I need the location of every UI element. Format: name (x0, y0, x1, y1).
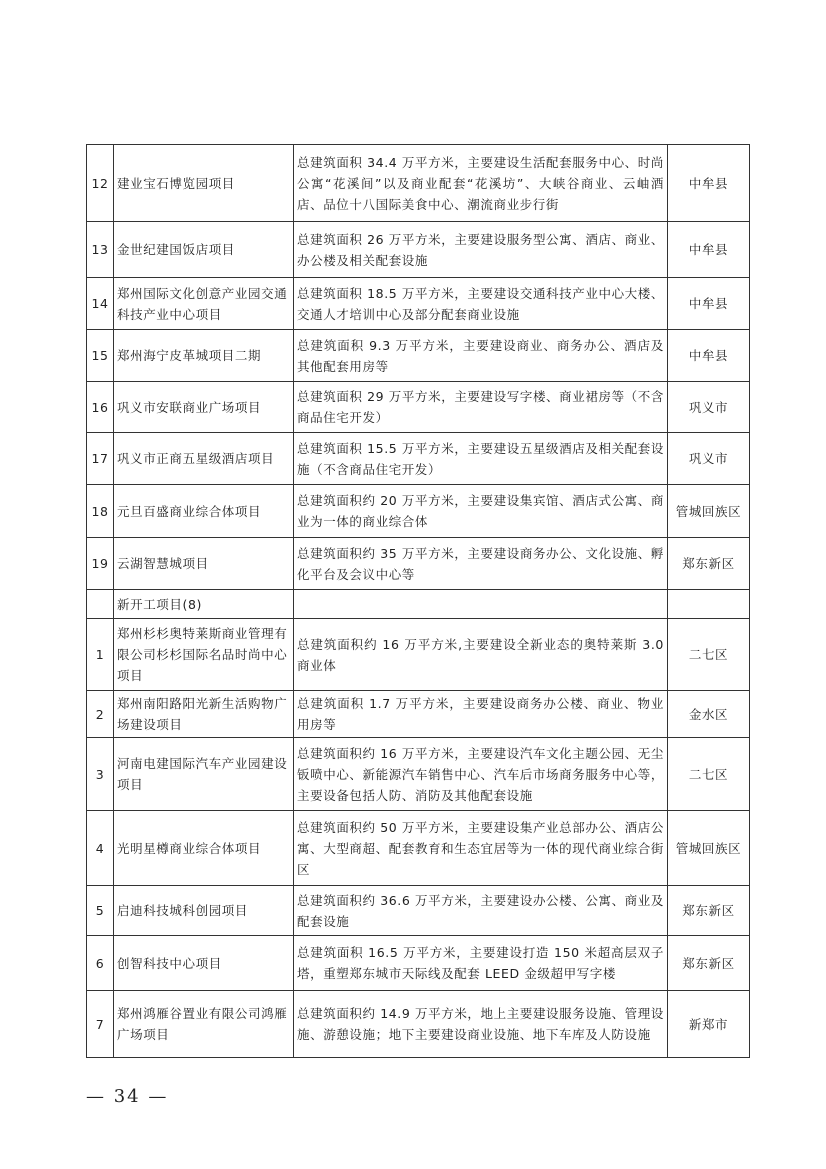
project-description: 总建筑面积约 36.6 万平方米，主要建设办公楼、公寓、商业及配套设施 (294, 886, 668, 936)
project-location: 金水区 (668, 691, 750, 738)
row-number: 17 (87, 433, 114, 485)
project-name: 启迪科技城科创园项目 (114, 886, 294, 936)
project-description: 总建筑面积约 16 万平方米，主要建设汽车文化主题公园、无尘钣喷中心、新能源汽车销售中心、汽车后市场商务服务中心等，主要设备包括人防、消防及其他配套设施 (294, 738, 668, 811)
project-location: 管城回族区 (668, 485, 750, 538)
table-row (87, 811, 750, 886)
table-row (87, 886, 750, 936)
project-description: 总建筑面积约 16 万平方米,主要建设全新业态的奥特莱斯 3.0 商业体 (294, 619, 668, 691)
project-location: 郑东新区 (668, 538, 750, 590)
row-number: 2 (87, 691, 114, 738)
row-number-empty (87, 590, 114, 619)
project-description: 总建筑面积约 50 万平方米，主要建设集产业总部办公、酒店公寓、大型商超、配套教育和生态宜居等为一体的现代商业综合街区 (294, 811, 668, 886)
project-location: 新郑市 (668, 991, 750, 1058)
row-number: 7 (87, 991, 114, 1058)
table-row (87, 619, 750, 691)
project-location: 中牟县 (668, 145, 750, 222)
row-number: 16 (87, 382, 114, 433)
project-name: 金世纪建国饭店项目 (114, 222, 294, 278)
table-row (87, 538, 750, 590)
table-row (87, 222, 750, 278)
project-name: 创智科技中心项目 (114, 936, 294, 991)
table-row (87, 145, 750, 222)
table-row (87, 738, 750, 811)
project-location: 中牟县 (668, 278, 750, 330)
project-name: 郑州南阳路阳光新生活购物广场建设项目 (114, 691, 294, 738)
project-description: 总建筑面积 34.4 万平方米，主要建设生活配套服务中心、时尚公寓“花溪间”以及商业配套“花溪坊”、大峡谷商业、云岫酒店、品位十八国际美食中心、潮流商业步行街 (294, 145, 668, 222)
project-description: 总建筑面积 1.7 万平方米，主要建设商务办公楼、商业、物业用房等 (294, 691, 668, 738)
section-header-row (87, 590, 750, 619)
project-table (86, 144, 750, 1058)
section-label: 新开工项目(8) (114, 590, 294, 619)
row-number: 5 (87, 886, 114, 936)
project-name: 郑州国际文化创意产业园交通科技产业中心项目 (114, 278, 294, 330)
project-location: 巩义市 (668, 382, 750, 433)
project-location: 二七区 (668, 619, 750, 691)
section-desc-empty (294, 590, 668, 619)
row-number: 1 (87, 619, 114, 691)
table-row (87, 278, 750, 330)
row-number: 18 (87, 485, 114, 538)
project-name: 郑州杉杉奥特莱斯商业管理有限公司杉杉国际名品时尚中心项目 (114, 619, 294, 691)
project-name: 河南电建国际汽车产业园建设项目 (114, 738, 294, 811)
table-row (87, 936, 750, 991)
project-name: 巩义市正商五星级酒店项目 (114, 433, 294, 485)
row-number: 13 (87, 222, 114, 278)
section-loc-empty (668, 590, 750, 619)
project-name: 云湖智慧城项目 (114, 538, 294, 590)
project-description: 总建筑面积约 20 万平方米，主要建设集宾馆、酒店式公寓、商业为一体的商业综合体 (294, 485, 668, 538)
project-description: 总建筑面积 29 万平方米，主要建设写字楼、商业裙房等（不含商品住宅开发） (294, 382, 668, 433)
page-number: — 34 — (86, 1086, 169, 1107)
project-location: 二七区 (668, 738, 750, 811)
row-number: 3 (87, 738, 114, 811)
row-number: 14 (87, 278, 114, 330)
project-description: 总建筑面积 9.3 万平方米，主要建设商业、商务办公、酒店及其他配套用房等 (294, 330, 668, 382)
table-row (87, 433, 750, 485)
row-number: 6 (87, 936, 114, 991)
project-description: 总建筑面积 26 万平方米，主要建设服务型公寓、酒店、商业、办公楼及相关配套设施 (294, 222, 668, 278)
project-name: 元旦百盛商业综合体项目 (114, 485, 294, 538)
project-location: 郑东新区 (668, 936, 750, 991)
project-description: 总建筑面积 16.5 万平方米，主要建设打造 150 米超高层双子塔，重塑郑东城市天际线及配套 LEED 金级超甲写字楼 (294, 936, 668, 991)
project-location: 中牟县 (668, 222, 750, 278)
project-location: 巩义市 (668, 433, 750, 485)
project-location: 管城回族区 (668, 811, 750, 886)
table-row (87, 991, 750, 1058)
row-number: 19 (87, 538, 114, 590)
project-location: 郑东新区 (668, 886, 750, 936)
row-number: 4 (87, 811, 114, 886)
table-row (87, 485, 750, 538)
table-row (87, 330, 750, 382)
project-description: 总建筑面积 15.5 万平方米，主要建设五星级酒店及相关配套设施（不含商品住宅开发） (294, 433, 668, 485)
table-row (87, 382, 750, 433)
project-name: 光明星樽商业综合体项目 (114, 811, 294, 886)
project-description: 总建筑面积约 14.9 万平方米，地上主要建设服务设施、管理设施、游憩设施；地下主要建设商业设施、地下车库及人防设施 (294, 991, 668, 1058)
project-description: 总建筑面积 18.5 万平方米，主要建设交通科技产业中心大楼、交通人才培训中心及部分配套商业设施 (294, 278, 668, 330)
project-name: 建业宝石博览园项目 (114, 145, 294, 222)
row-number: 12 (87, 145, 114, 222)
project-location: 中牟县 (668, 330, 750, 382)
table-row (87, 691, 750, 738)
project-description: 总建筑面积约 35 万平方米，主要建设商务办公、文化设施、孵化平台及会议中心等 (294, 538, 668, 590)
project-name: 巩义市安联商业广场项目 (114, 382, 294, 433)
project-name: 郑州海宁皮革城项目二期 (114, 330, 294, 382)
project-name: 郑州鸿雁谷置业有限公司鸿雁广场项目 (114, 991, 294, 1058)
row-number: 15 (87, 330, 114, 382)
